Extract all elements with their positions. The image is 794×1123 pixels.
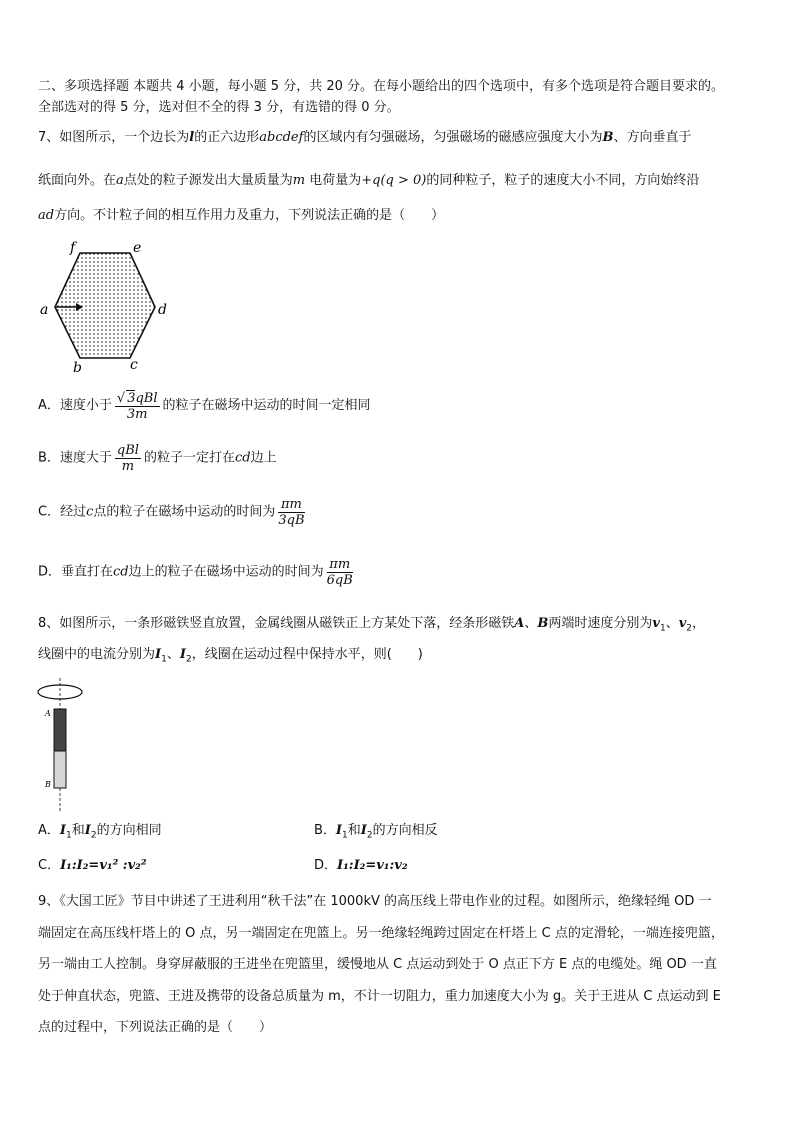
option-label: D． bbox=[314, 858, 338, 873]
q7-text: 的同种粒子，粒子的速度大小不同，方向始终沿 bbox=[426, 173, 700, 188]
q7-var-hex: abcdef bbox=[259, 130, 304, 145]
q8-var-B: B bbox=[537, 616, 549, 631]
option-text: 的粒子一定打在 bbox=[143, 450, 235, 466]
subscript: 2 bbox=[185, 654, 192, 665]
denominator: 3qB bbox=[278, 513, 305, 528]
option-equation: I₁:I₂=v₁² :v₂² bbox=[60, 858, 147, 873]
q7-charge: +q(q > 0) bbox=[361, 173, 427, 188]
magnet-bottom-half bbox=[54, 751, 66, 788]
option-label: A．速度小于 bbox=[38, 398, 112, 413]
fraction: $\frac{\text{√ 3qBl}}{3m}$ bbox=[116, 391, 158, 422]
option-text: 边上的粒子在磁场中运动的时间为 bbox=[128, 564, 324, 580]
option-label: D．垂直打在 bbox=[38, 564, 114, 580]
q8-text: 两端时速度分别为 bbox=[548, 616, 653, 631]
option-text: 点的粒子在磁场中运动的时间为 bbox=[93, 504, 276, 520]
hexagon-field bbox=[55, 253, 155, 358]
q7-option-C[interactable] bbox=[38, 497, 308, 528]
magnet-top-half bbox=[54, 709, 66, 751]
q9-line-4: 处于伸直状态，兜篮、王进及携带的设备总质量为 m，不计一切阻力，重力加速度大小为 g。关于王进从 C 点运动到 E bbox=[38, 989, 721, 1004]
q7-text: 电荷量为 bbox=[305, 173, 362, 188]
q7-var-l: l bbox=[189, 130, 195, 145]
q9-line-5: 点的过程中，下列说法正确的是（ ） bbox=[38, 1020, 273, 1035]
q7-option-A[interactable] bbox=[38, 390, 371, 422]
vertex-label-c: c bbox=[130, 357, 138, 373]
q8-option-A[interactable]: A．$I_1$和$I_2$的方向相同 bbox=[38, 823, 162, 841]
denominator: m bbox=[121, 459, 135, 474]
magnet-label-A: A bbox=[45, 709, 51, 718]
subscript: 1 bbox=[659, 623, 666, 634]
option-text: 的方向相同 bbox=[96, 823, 162, 838]
q9-line-1: 9、《大国工匠》节目中讲述了王进利用“秋千法”在 1000kV 的高压线上带电作业的过程。如图所示，绝缘轻绳 OD 一 bbox=[38, 894, 712, 909]
q7-option-B[interactable] bbox=[38, 443, 277, 474]
q7-line-1 bbox=[38, 129, 691, 147]
q7-text: 、方向垂直于 bbox=[613, 130, 692, 145]
q7-option-D[interactable] bbox=[38, 557, 356, 588]
q7-text: 纸面向外。在 bbox=[38, 173, 117, 188]
q8-var-I1: I bbox=[155, 647, 162, 662]
option-text: 边上 bbox=[250, 450, 277, 466]
var-cd: cd bbox=[234, 450, 251, 466]
q9-line-3: 另一端由工人控制。身穿屏蔽服的王进坐在兜篮里，缓慢地从 C 点运动到处于 O 点正下方 E 点的电缆处。绳 OD 一直 bbox=[38, 957, 717, 972]
q8-option-B[interactable]: B．$I_1$和$I_2$的方向相反 bbox=[314, 823, 438, 841]
vertex-label-a: a bbox=[40, 302, 49, 318]
option-label: B． bbox=[314, 823, 336, 838]
q7-text: 的正六边形 bbox=[194, 130, 260, 145]
q8-var-v2: v bbox=[678, 616, 687, 631]
hexagon-figure bbox=[36, 236, 166, 376]
q8-text: 8、如图所示，一条形磁铁竖直放置，金属线圈从磁铁正上方某处下落，经条形磁铁 bbox=[38, 616, 515, 631]
q8-line-1 bbox=[38, 615, 705, 638]
var-c: c bbox=[86, 504, 94, 520]
magnet-figure bbox=[34, 676, 94, 814]
section-header-line-1: 二、多项选择题 本题共 4 小题，每小题 5 分，共 20 分。在每小题给出的四个选项中，有多个选项是符合题目要求的。 bbox=[38, 79, 725, 94]
subscript: 2 bbox=[686, 623, 693, 634]
q9-line-2: 端固定在高压线杆塔上的 O 点，另一端固定在兜篮上。另一绝缘轻绳跨过固定在杆塔上 C 点的定滑轮，一端连接兜篮， bbox=[38, 926, 724, 941]
vertex-label-f: f bbox=[70, 240, 76, 256]
option-label: C．经过 bbox=[38, 504, 87, 520]
q7-var-m: m bbox=[292, 173, 306, 188]
fraction bbox=[115, 443, 141, 474]
denominator: 6qB bbox=[326, 573, 353, 588]
option-label: B．速度大于 bbox=[38, 450, 112, 466]
q7-var-B: B bbox=[602, 130, 614, 145]
q7-text: 点处的粒子源发出大量质量为 bbox=[123, 173, 293, 188]
q8-var-v1: v bbox=[652, 616, 660, 631]
q7-text: 方向。不计粒子间的相互作用力及重力，下列说法正确的是（ ） bbox=[54, 208, 445, 223]
option-text: 的粒子在磁场中运动的时间一定相同 bbox=[162, 398, 371, 413]
numerator: πm bbox=[327, 557, 353, 573]
q8-var-A: A bbox=[514, 616, 525, 631]
vertex-label-e: e bbox=[133, 240, 142, 256]
q7-line-3 bbox=[38, 207, 444, 225]
q7-text: 的区域内有匀强磁场，匀强磁场的磁感应强度大小为 bbox=[303, 130, 603, 145]
q8-option-C[interactable] bbox=[38, 857, 147, 875]
sqrt-radicand: 3 bbox=[127, 391, 136, 406]
denominator: 3m bbox=[126, 407, 148, 422]
numerator: qBl bbox=[135, 391, 158, 406]
q8-text: ， bbox=[692, 616, 706, 631]
option-label: C． bbox=[38, 858, 61, 873]
vertex-label-d: d bbox=[158, 302, 167, 318]
q8-text: 、 bbox=[524, 616, 538, 631]
q8-text: 、 bbox=[665, 616, 679, 631]
numerator: qBl bbox=[116, 443, 139, 458]
var-cd: cd bbox=[113, 564, 129, 580]
q7-line-2 bbox=[38, 172, 699, 190]
vertex-label-b: b bbox=[73, 360, 82, 376]
q8-text: ，线圈在运动过程中保持水平，则( ) bbox=[191, 647, 423, 662]
section-header-line-2: 全部选对的得 5 分，选对但不全的得 3 分，有选错的得 0 分。 bbox=[38, 100, 400, 115]
q8-text: 线圈中的电流分别为 bbox=[38, 647, 156, 662]
q8-line-2: 线圈中的电流分别为$I_1$、$I_2$，线圈在运动过程中保持水平，则( ) bbox=[38, 647, 423, 665]
option-text: 和 bbox=[71, 823, 85, 838]
q8-var-I2: I bbox=[179, 647, 186, 662]
option-text: 的方向相反 bbox=[372, 823, 438, 838]
q7-var-ad: ad bbox=[38, 208, 55, 223]
fraction bbox=[327, 557, 353, 588]
magnet-label-B: B bbox=[45, 780, 51, 789]
option-text: 和 bbox=[347, 823, 361, 838]
option-label: A． bbox=[38, 823, 60, 838]
q8-option-D[interactable] bbox=[314, 857, 408, 875]
fraction bbox=[278, 497, 304, 528]
coil-ring bbox=[38, 685, 82, 699]
subscript: 1 bbox=[161, 654, 167, 665]
q7-text: 7、如图所示，一个边长为 bbox=[38, 130, 190, 145]
option-equation: I₁:I₂=v₁:v₂ bbox=[337, 858, 408, 873]
numerator: πm bbox=[278, 497, 304, 513]
q7-var-a: a bbox=[116, 173, 124, 188]
